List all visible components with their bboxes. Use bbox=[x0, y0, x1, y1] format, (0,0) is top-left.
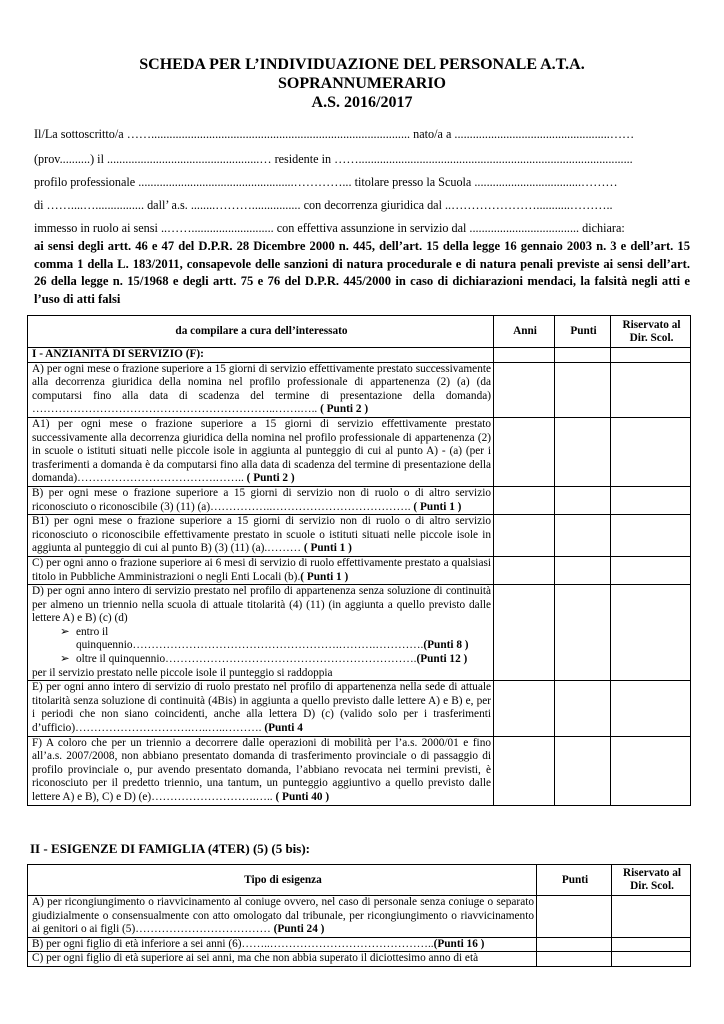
form-line-profile: profilo professionale ...................................................…………... titolare presso la Scuola ...................................……… bbox=[34, 175, 618, 189]
row-f-description: F) A coloro che per un triennio a decorrere dalle operazioni di mobilità per l’a.s. 2000/01 e fino all’a.s. 2007/2008, non abbiano presentato domanda di trasferimento provinciale o di passaggio di profilo provinciale o, pur avendo presentato domanda, l’abbiano revocata nei termini previsti, è riconosciuto per il predetto triennio, una tantum, un punteggio aggiuntivo a quello previsto dalle lettere A) e B), C) e D) (e)……………………….….. ( Punti 40 ) bbox=[28, 736, 494, 805]
table-row bbox=[28, 556, 691, 584]
document-title-line3: A.S. 2016/2017 bbox=[311, 94, 413, 111]
form-line-school: di ……....…................ dall’ a.s. ........………................ con decorrenza giuridica dal ..…………………...........……….. bbox=[34, 198, 613, 212]
column-header-punti: Punti bbox=[555, 316, 611, 348]
row-b1-punti-cell[interactable] bbox=[555, 515, 611, 557]
row-e-punti-cell[interactable] bbox=[555, 681, 611, 736]
row-b-description: B) per ogni mese o frazione superiore a 15 giorni di servizio non di ruolo o di altro servizio riconosciuto o riconoscibile (3) (11) (a)……………..………………………………. ( Punti 1 ) bbox=[28, 486, 494, 514]
arrow-bullet-icon: ➢ bbox=[60, 653, 70, 666]
table-row bbox=[28, 681, 691, 736]
row-f-punti-cell[interactable] bbox=[555, 736, 611, 805]
row-d-punti-cell[interactable] bbox=[555, 585, 611, 681]
family-row-b-riservato-cell[interactable] bbox=[612, 937, 691, 952]
row-b-punti-cell[interactable] bbox=[555, 486, 611, 514]
family-row-c-description: C) per ogni figlio di età superiore ai sei anni, ma che non abbia superato il diciottesimo anno di età bbox=[28, 952, 537, 967]
family-row-a-riservato-cell[interactable] bbox=[612, 896, 691, 938]
empty-cell bbox=[494, 348, 555, 363]
table-row bbox=[28, 515, 691, 557]
table-header-row bbox=[28, 316, 691, 348]
row-b-anni-cell[interactable] bbox=[494, 486, 555, 514]
row-c-riservato-cell[interactable] bbox=[611, 556, 691, 584]
row-b1-riservato-cell[interactable] bbox=[611, 515, 691, 557]
table-row bbox=[28, 362, 691, 417]
table-row bbox=[28, 952, 691, 967]
family-row-c-punti-cell[interactable] bbox=[537, 952, 612, 967]
form-line-residence: (prov..........) il ..................................................… residente in …….......................................................................................... bbox=[34, 152, 633, 166]
family-row-c-riservato-cell[interactable] bbox=[612, 952, 691, 967]
family-row-b-punti-cell[interactable] bbox=[537, 937, 612, 952]
row-c-description: C) per ogni anno o frazione superiore ai 6 mesi di servizio di ruolo effettivamente prestato a qualsiasi titolo in Pubbliche Amministrazioni o negli Enti Locali (b).( Punti 1 ) bbox=[28, 556, 494, 584]
document-title-line1: SCHEDA PER L’INDIVIDUAZIONE DEL PERSONALE A.T.A. bbox=[139, 56, 585, 73]
section-family-title: II - ESIGENZE DI FAMIGLIA (4TER) (5) (5 bis): bbox=[30, 841, 311, 856]
form-line-appointment: immesso in ruolo ai sensi ..……........................... con effettiva assunzione in servizio dal .................................... dichiara: bbox=[34, 221, 625, 235]
row-f-anni-cell[interactable] bbox=[494, 736, 555, 805]
table-row bbox=[28, 896, 691, 938]
row-a-anni-cell[interactable] bbox=[494, 362, 555, 417]
row-a1-description: A1) per ogni mese o frazione superiore a 15 giorni di servizio effettivamente prestato successivamente alla decorrenza giuridica della nomina nel profilo professionale di appartenenza (2) in scuole o istituti situati nelle piccole isole in aggiunta al punteggio di cui al punto A) - (a) (per i trasferimenti a domanda è da computarsi fino alla data di scadenza del termine di presentazione della domanda)……………………………….…….. ( Punti 2 ) bbox=[28, 417, 494, 486]
section-row bbox=[28, 348, 691, 363]
row-d-anni-cell[interactable] bbox=[494, 585, 555, 681]
empty-cell bbox=[611, 348, 691, 363]
row-b1-anni-cell[interactable] bbox=[494, 515, 555, 557]
row-e-riservato-cell[interactable] bbox=[611, 681, 691, 736]
row-f-riservato-cell[interactable] bbox=[611, 736, 691, 805]
row-a1-anni-cell[interactable] bbox=[494, 417, 555, 486]
row-b-riservato-cell[interactable] bbox=[611, 486, 691, 514]
column-header-description: da compilare a cura dell’interessato bbox=[28, 316, 494, 348]
table-row bbox=[28, 736, 691, 805]
table-row bbox=[28, 486, 691, 514]
row-a-description: A) per ogni mese o frazione superiore a 15 giorni di servizio effettivamente prestato successivamente alla decorrenza giuridica della nomina nel profilo professionale di appartenenza (2) (a) (da computarsi fino alla data di scadenza del termine di presentazione della domanda) ………………………………………………………..…….….. ( Punti 2 ) bbox=[28, 362, 494, 417]
arrow-bullet-icon: ➢ bbox=[60, 625, 70, 638]
section-title: I - ANZIANITÀ DI SERVIZIO (F): bbox=[28, 348, 494, 363]
form-line-name: Il/La sottoscritto/a ……..................................................................................... nato/a a ...................................................…… bbox=[34, 127, 635, 141]
row-a-punti-cell[interactable] bbox=[555, 362, 611, 417]
table-row bbox=[28, 937, 691, 952]
empty-cell bbox=[555, 348, 611, 363]
row-e-description: E) per ogni anno intero di servizio di ruolo prestato nel profilo di appartenenza nella sede di attuale titolarità senza soluzione di continuità (4Bis) in aggiunta a quello previsto dalle lettere A) e B) e, per i periodi che non siano coincidenti, anche alla lettera D) (c) (valido solo per i trasferimenti d’ufficio)………………………….…..…..………. (Punti 4 bbox=[28, 681, 494, 736]
table-header-row bbox=[28, 865, 691, 896]
family-needs-table bbox=[27, 864, 691, 967]
row-a1-riservato-cell[interactable] bbox=[611, 417, 691, 486]
row-c-punti-cell[interactable] bbox=[555, 556, 611, 584]
column-header-tipo: Tipo di esigenza bbox=[28, 865, 537, 896]
document-title-line2: SOPRANNUMERARIO bbox=[278, 75, 446, 92]
column-header-punti: Punti bbox=[537, 865, 612, 896]
row-b1-description: B1) per ogni mese o frazione superiore a 15 giorni di servizio non di ruolo o di altro servizio riconosciuto o riconoscibile effettivamente prestato in scuole o istituti situati nelle piccole isole in aggiunta al punteggio di cui al punto B) (3) (11) (a).……… ( Punti 1 ) bbox=[28, 515, 494, 557]
row-c-anni-cell[interactable] bbox=[494, 556, 555, 584]
service-seniority-table bbox=[27, 315, 691, 806]
row-a-riservato-cell[interactable] bbox=[611, 362, 691, 417]
row-a1-punti-cell[interactable] bbox=[555, 417, 611, 486]
row-d-description: D) per ogni anno intero di servizio prestato nel profilo di appartenenza senza soluzione di continuità per almeno un triennio nella scuola di attuale titolarità (4) (11) (in aggiunta a quello previsto dalle lettere A) e B) (c) (d) ➢ entro il quinquennio……………………………………………….……….………….(Punti 8 ) ➢ oltre il quinquennio………………………………………………………….(Punti 12 ) per il servizio prestato nelle piccole isole il punteggio si raddoppia bbox=[28, 585, 494, 681]
row-e-anni-cell[interactable] bbox=[494, 681, 555, 736]
family-row-a-description: A) per ricongiungimento o riavvicinamento al coniuge ovvero, nel caso di personale senza coniuge o separato giudizialmente o consensualmente con atto omologato dal tribunale, per ricongiungimento o riavvicinamento ai genitori o ai figli (5)……………………………… (Punti 24 ) bbox=[28, 896, 537, 938]
family-row-b-description: B) per ogni figlio di età inferiore a sei anni (6)……..……………………………………..(Punti 16 ) bbox=[28, 937, 537, 952]
legal-declaration: ai sensi degli artt. 46 e 47 del D.P.R. 28 Dicembre 2000 n. 445, dell’art. 15 della legge 16 gennaio 2003 n. 3 e dell’art. 15 comma 1 della L. 183/2011, consapevole delle sanzioni di natura procedurale e di natura penali previste ai sensi dell’art. 26 della legge n. 15/1968 e degli artt. 75 e 76 del D.P.R. 445/2000 in caso di dichiarazioni mendaci, la falsità negli atti e l’uso di atti falsi bbox=[34, 239, 690, 306]
row-d-riservato-cell[interactable] bbox=[611, 585, 691, 681]
column-header-riservato: Riservato al Dir. Scol. bbox=[612, 865, 691, 896]
table-row bbox=[28, 585, 691, 681]
column-header-anni: Anni bbox=[494, 316, 555, 348]
column-header-riservato: Riservato al Dir. Scol. bbox=[611, 316, 691, 348]
family-row-a-punti-cell[interactable] bbox=[537, 896, 612, 938]
table-row bbox=[28, 417, 691, 486]
